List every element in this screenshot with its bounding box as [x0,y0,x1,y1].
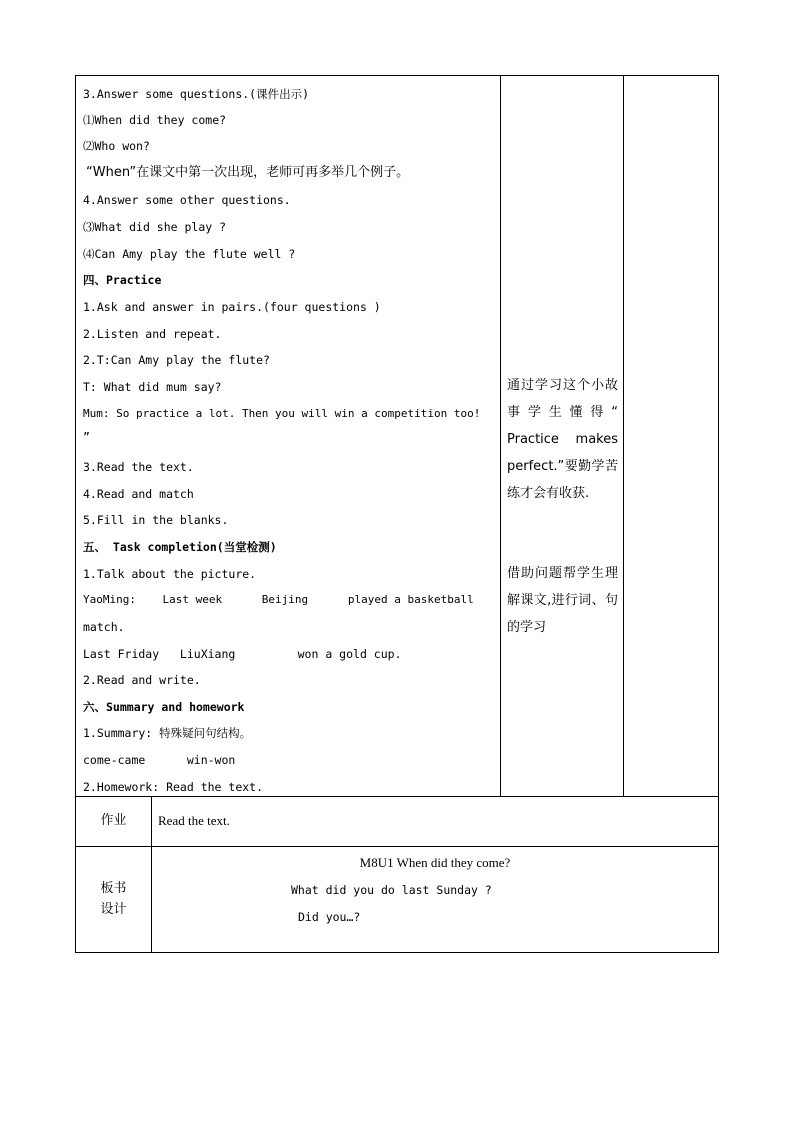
column-divider-main [500,75,501,797]
board-label-line2: 设计 [100,902,127,917]
table-border-bottom [75,952,719,953]
question-4: ⑷Can Amy play the flute well ? [83,247,296,261]
board-title: M8U1 When did they come? [359,855,511,870]
teaching-tip: “When”在课文中第一次出现，老师可再多举几个例子。 [86,165,410,180]
mum-line-quote: ” [83,430,90,444]
step-answer-questions: 3.Answer some questions.(课件出示) [83,87,310,101]
task-yaoming: YaoMing: Last week Beijing played a basketball [83,593,474,606]
board-label-line1: 板书 [100,881,127,896]
design-note-1-text: 通过学习这个小故事学生懂得“ Practice makes perfect.”要勤学苦练才会有收获. [507,378,618,501]
board-line-1: What did you do last Sunday ? [291,883,492,897]
mum-line: Mum: So practice a lot. Then you will win a competition too! [83,407,481,420]
design-note-2-text: 借助问题帮学生理解课文,进行词、句的学习 [507,566,618,635]
homework-content: Read the text. [158,813,230,828]
design-note-2 [507,560,618,641]
question-3: ⑶What did she play ? [83,220,227,234]
board-line-2: Did you…? [298,910,361,924]
row-divider-1 [75,796,719,797]
practice-step-3: 3.Read the text. [83,460,194,474]
design-note-1 [507,372,618,507]
table-border-right [718,75,719,953]
task-step-2: 2.Read and write. [83,673,201,687]
task-liuxiang: Last Friday LiuXiang won a gold cup. [83,647,402,661]
homework-line: 2.Homework: Read the text. [83,780,264,794]
section-practice-heading: 四、Practice [83,273,162,287]
question-1: ⑴When did they come? [83,113,227,127]
practice-step-1: 1.Ask and answer in pairs.(four questions ) [83,300,381,314]
homework-label: 作业 [100,813,127,828]
teacher-line: T: What did mum say? [83,380,222,394]
row-divider-2 [75,846,719,847]
summary-line: 1.Summary: 特殊疑问句结构。 [83,726,252,740]
question-2: ⑵Who won? [83,139,150,153]
section-task-heading: 五、 Task completion(当堂检测) [83,540,277,554]
label-column-divider [151,796,152,953]
task-step-1: 1.Talk about the picture. [83,567,257,581]
practice-step-2: 2.Listen and repeat. [83,327,222,341]
task-yaoming-cont: match. [83,620,125,634]
section-summary-heading: 六、Summary and homework [83,700,245,714]
column-divider-notes [623,75,624,797]
practice-step-2b: 2.T:Can Amy play the flute? [83,353,270,367]
verb-forms: come-came win-won [83,753,236,767]
step-other-questions: 4.Answer some other questions. [83,193,291,207]
practice-step-5: 5.Fill in the blanks. [83,513,229,527]
practice-step-4: 4.Read and match [83,487,194,501]
